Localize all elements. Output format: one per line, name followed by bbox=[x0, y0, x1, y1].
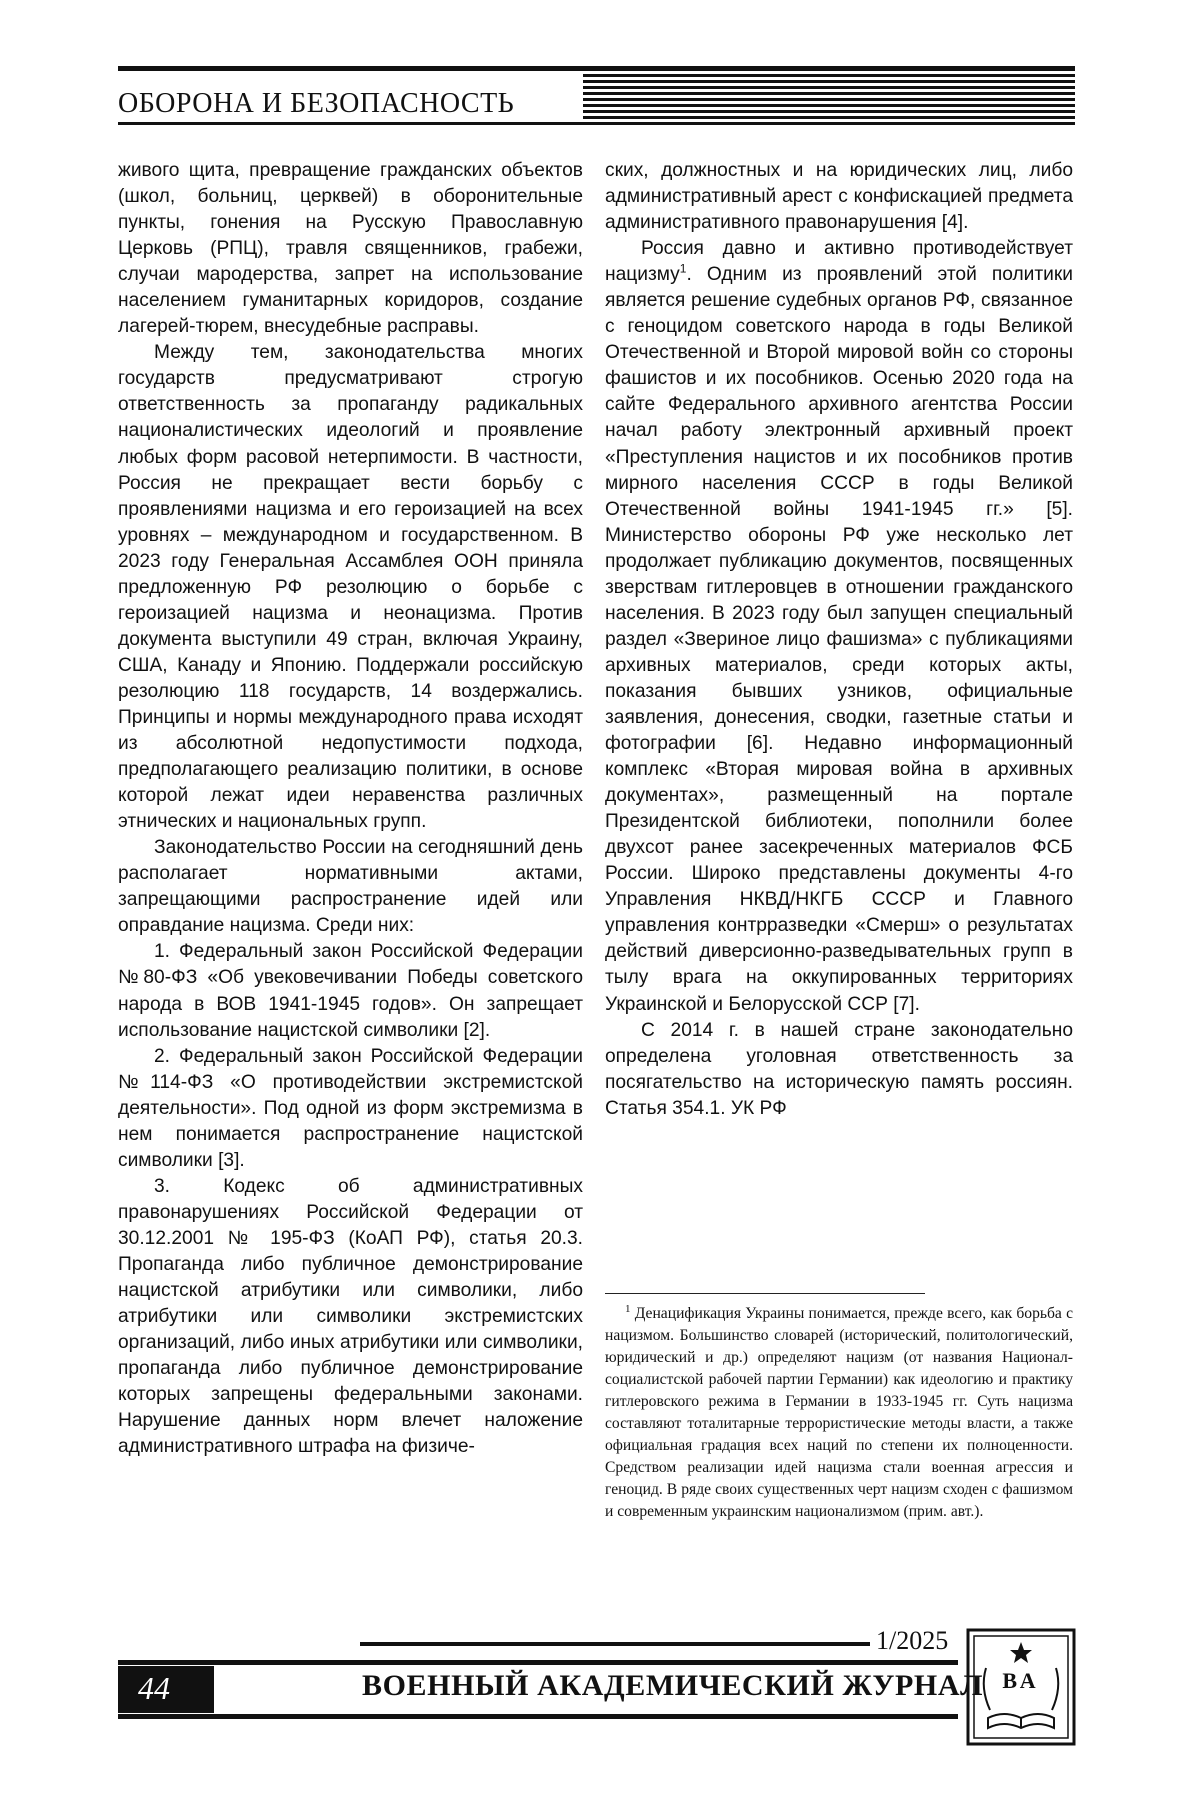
logo-letters: ВА bbox=[1002, 1668, 1040, 1693]
page-number: 44 bbox=[138, 1670, 170, 1706]
footnote-rule bbox=[605, 1293, 925, 1294]
paragraph-text: . Одним из проявлений этой политики является решение судебных органов РФ, связанное с геноцидом советского народа в годы Великой Отечественной и Второй мировой войн со стороны фашистов и их пособников. Осенью 2020 года на сайте Федерального архивного агентства России начал работу электронный архивный проект «Преступления нацистов и их пособников против мирного населения СССР в годы Великой Отечественной войны 1941-1945 гг.» [5]. Министерство обороны РФ уже несколько лет продолжает публикацию документов, посвященных зверствам гитлеровцев в отношении гражданского населения. В 2023 году был запущен специальный раздел «Звериное лицо фашизма» с публикациями архивных материалов, среди которых акты, показания бывших узников, официальные заявления, донесения, сводки, газетные статьи и фотографии [6]. Недавно информационный комплекс «Вторая мировая война в архивных документах», размещенный на портале Президентской библиотеки, пополнили более двухсот ранее засекреченных материалов ФСБ России. Широко представлены документы 4-го Управления НКВД/НКГБ СССР и Главного управления контрразведки «Смерш» о результатах действий диверсионно-разведывательных групп в тылу врага на оккупированных территориях Украинской и Белорусской ССР [7]. bbox=[605, 264, 1073, 1015]
journal-name: ВОЕННЫЙ АКАДЕМИЧЕСКИЙ ЖУРНАЛ bbox=[362, 1669, 984, 1702]
footnote bbox=[605, 1303, 1073, 1523]
footnote-text: Денацификация Украины понимается, прежде всего, как борьба с нацизмом. Большинство словарей (исторический, политологический, юридический и др.) определяют нацизм (от названия Национал-социалистской рабочей партии Германии) как идеологию и практику гитлеровского режима в Германии в 1933-1945 гг. Суть нацизма составляют тоталитарные террористические методы власти, а также официальная градация всех наций по степени их полноценности. Средством реализации идей нацизма стали военная агрессия и геноцид. В ряде своих существенных черт нацизм сходен с фашизмом и современным украинским национализмом (прим. авт.). bbox=[605, 1305, 1073, 1521]
header-stripes-decoration bbox=[583, 74, 1075, 120]
paragraph bbox=[605, 236, 1073, 1017]
list-item-law-80: 1. Федеральный закон Российской Федерации №80-ФЗ «Об увековечивании Победы советского народа в ВОВ 1941-1945 годов». Он запрещает использование нацистской символики [2]. bbox=[118, 941, 583, 1041]
paragraph: Между тем, законодательства многих государств предусматривают строгую ответственность за пропаганду радикальных националистических идеологий и проявление любых форм расовой нетерпимости. В частности, Россия не прекращает вести борьбу с проявлениями нацизма и его героизацией на всех уровнях – международном и государственном. В 2023 году Генеральная Ассамблея ООН приняла предложенную РФ резолюцию о борьбе с героизацией нацизма и неонацизма. Против документа выступили 49 стран, включая Украину, США, Канаду и Японию. Поддержали российскую резолюцию 118 государств, 14 воздержались. Принципы и нормы международного права исходят из абсолютной недопустимости подхода, предполагающего реализацию политики, в основе которой лежат идеи неравенства различных этнических и национальных групп. bbox=[118, 342, 583, 833]
footnote-reference[interactable]: 1 bbox=[679, 261, 687, 276]
footer-bar-bottom bbox=[118, 1714, 958, 1719]
footer-bar-top bbox=[118, 1660, 958, 1665]
right-column bbox=[605, 158, 1073, 1122]
paragraph: Законодательство России на сегодняшний день располагает нормативными актами, запрещающими распространение идей или оправдание нацизма. Среди них: bbox=[118, 837, 583, 937]
list-item-koap: 3. Кодекс об административных правонарушениях Российской Федерации от 30.12.2001 № 195-ФЗ (КоАП РФ), статья 20.3. Пропаганда либо публичное демонстрирование нацистской атрибутики или символики, либо атрибутики или символики экстремистских организаций, либо иных атрибутики или символики, пропаганда либо публичное демонстрирование которых запрещены федеральными законами. Нарушение данных норм влечет наложение административного штрафа на физиче- bbox=[118, 1175, 583, 1458]
paragraph-text: Россия давно и активно противодействует нацизму bbox=[605, 238, 1073, 286]
footer-rule bbox=[360, 1642, 870, 1646]
paragraph: С 2014 г. в нашей стране законодательно определена уголовная ответственность за посягательство на историческую память россиян. Статья 354.1. УК РФ bbox=[605, 1019, 1073, 1119]
paragraph: ских, должностных и на юридических лиц, либо административный арест с конфискацией предмета административного правонарушения [4]. bbox=[605, 160, 1073, 234]
section-title: ОБОРОНА И БЕЗОПАСНОСТЬ bbox=[118, 88, 515, 119]
header-rule-top bbox=[118, 66, 1075, 71]
header-rule-bottom bbox=[118, 122, 1075, 125]
list-item-law-114: 2. Федеральный закон Российской Федерации №114-ФЗ «О противодействии экстремистской деятельности». Под одной из форм экстремизма в нем понимается распространение нацистской символики [3]. bbox=[118, 1045, 583, 1171]
paragraph: живого щита, превращение гражданских объектов (школ, больниц, церквей) в оборонительные пункты, гонения на Русскую Православную Церковь (РПЦ), травля священников, грабежи, случаи мародерства, запрет на использование населением гуманитарных коридоров, создание лагерей-тюрем, внесудебные расправы. bbox=[118, 160, 583, 338]
issue-number: 1/2025 bbox=[876, 1626, 949, 1655]
footnote-marker: 1 bbox=[625, 1302, 631, 1315]
left-column bbox=[118, 158, 583, 1460]
